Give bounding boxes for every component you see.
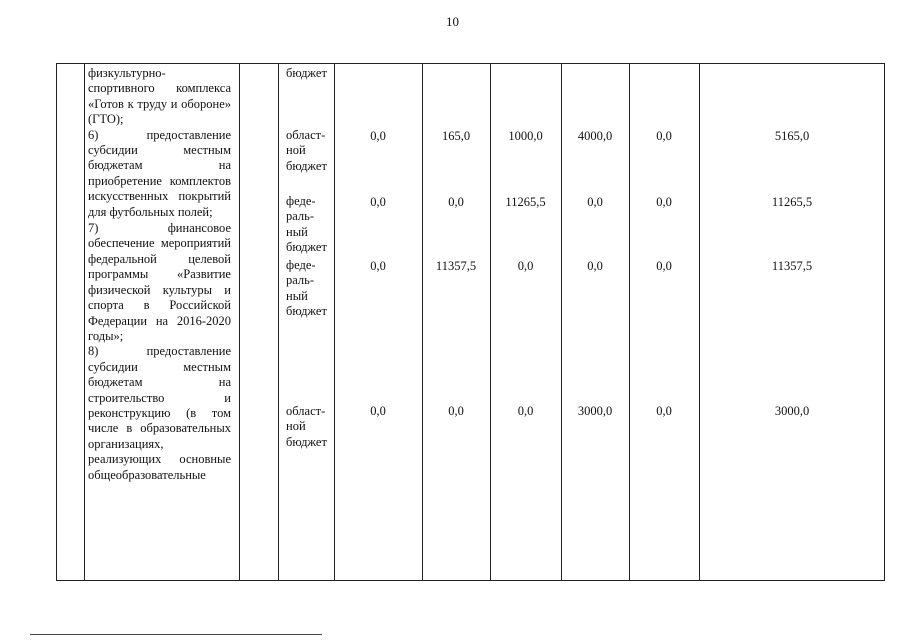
measure-item: 8) предоставление субсидии местным бюджетам на строительство и реконструкцию (в том числе в образовательных организациях, реализующих основные общеобразовательные	[88, 344, 231, 482]
table-cell: 0,0	[656, 259, 672, 273]
table-cell: 11357,5	[435, 259, 477, 273]
table-cell: 0,0	[448, 195, 464, 209]
table-cell: 3000,0	[774, 404, 810, 418]
funding-source: област- ной бюджет	[286, 128, 327, 173]
table-cell: 0,0	[587, 195, 603, 209]
table-cell: 0,0	[448, 404, 464, 418]
measure-item: 7) финансовое обеспечение мероприятий федеральной целевой программы «Развитие физической культуры и спорта в Российской Федерации на 2016-2020 годы»;	[88, 221, 231, 343]
funding-source: феде- раль- ный бюджет	[286, 258, 327, 319]
table-cell: 0,0	[370, 259, 386, 273]
table-cell: 0,0	[656, 404, 672, 418]
table-cell: 165,0	[441, 129, 471, 143]
funding-source: феде- раль- ный бюджет	[286, 194, 327, 255]
table-cell: 0,0	[517, 259, 534, 273]
table-cell: 1000,0	[508, 129, 543, 143]
table-cell: 0,0	[370, 195, 386, 209]
table-cell: 5165,0	[774, 129, 810, 143]
table-cell: 4000,0	[577, 129, 613, 143]
footnote-rule	[30, 634, 322, 635]
table-cell: 0,0	[517, 404, 534, 418]
column-divider	[84, 64, 85, 580]
table-cell: 0,0	[370, 129, 386, 143]
measure-item: 6) предоставление субсидии местным бюджетам на приобретение комплектов искусственных покрытий для футбольных полей;	[88, 127, 231, 219]
table-cell: 11357,5	[771, 259, 813, 273]
table-cell: 0,0	[370, 404, 386, 418]
funding-source: бюджет	[286, 66, 327, 80]
table-cell: 11265,5	[505, 195, 546, 209]
page-number: 10	[446, 14, 459, 29]
table-cell: 0,0	[587, 259, 603, 273]
funding-source: област- ной бюджет	[286, 404, 327, 449]
column-divider	[278, 64, 279, 580]
table-cell: 3000,0	[577, 404, 613, 418]
table-cell: 0,0	[656, 195, 672, 209]
measure-description	[88, 66, 231, 483]
table-cell: 0,0	[656, 129, 672, 143]
measure-item: физкультурно-спортивного комплекса «Готов к труду и обороне» (ГТО);	[88, 66, 231, 127]
table-cell: 11265,5	[771, 195, 813, 209]
column-divider	[239, 64, 240, 580]
